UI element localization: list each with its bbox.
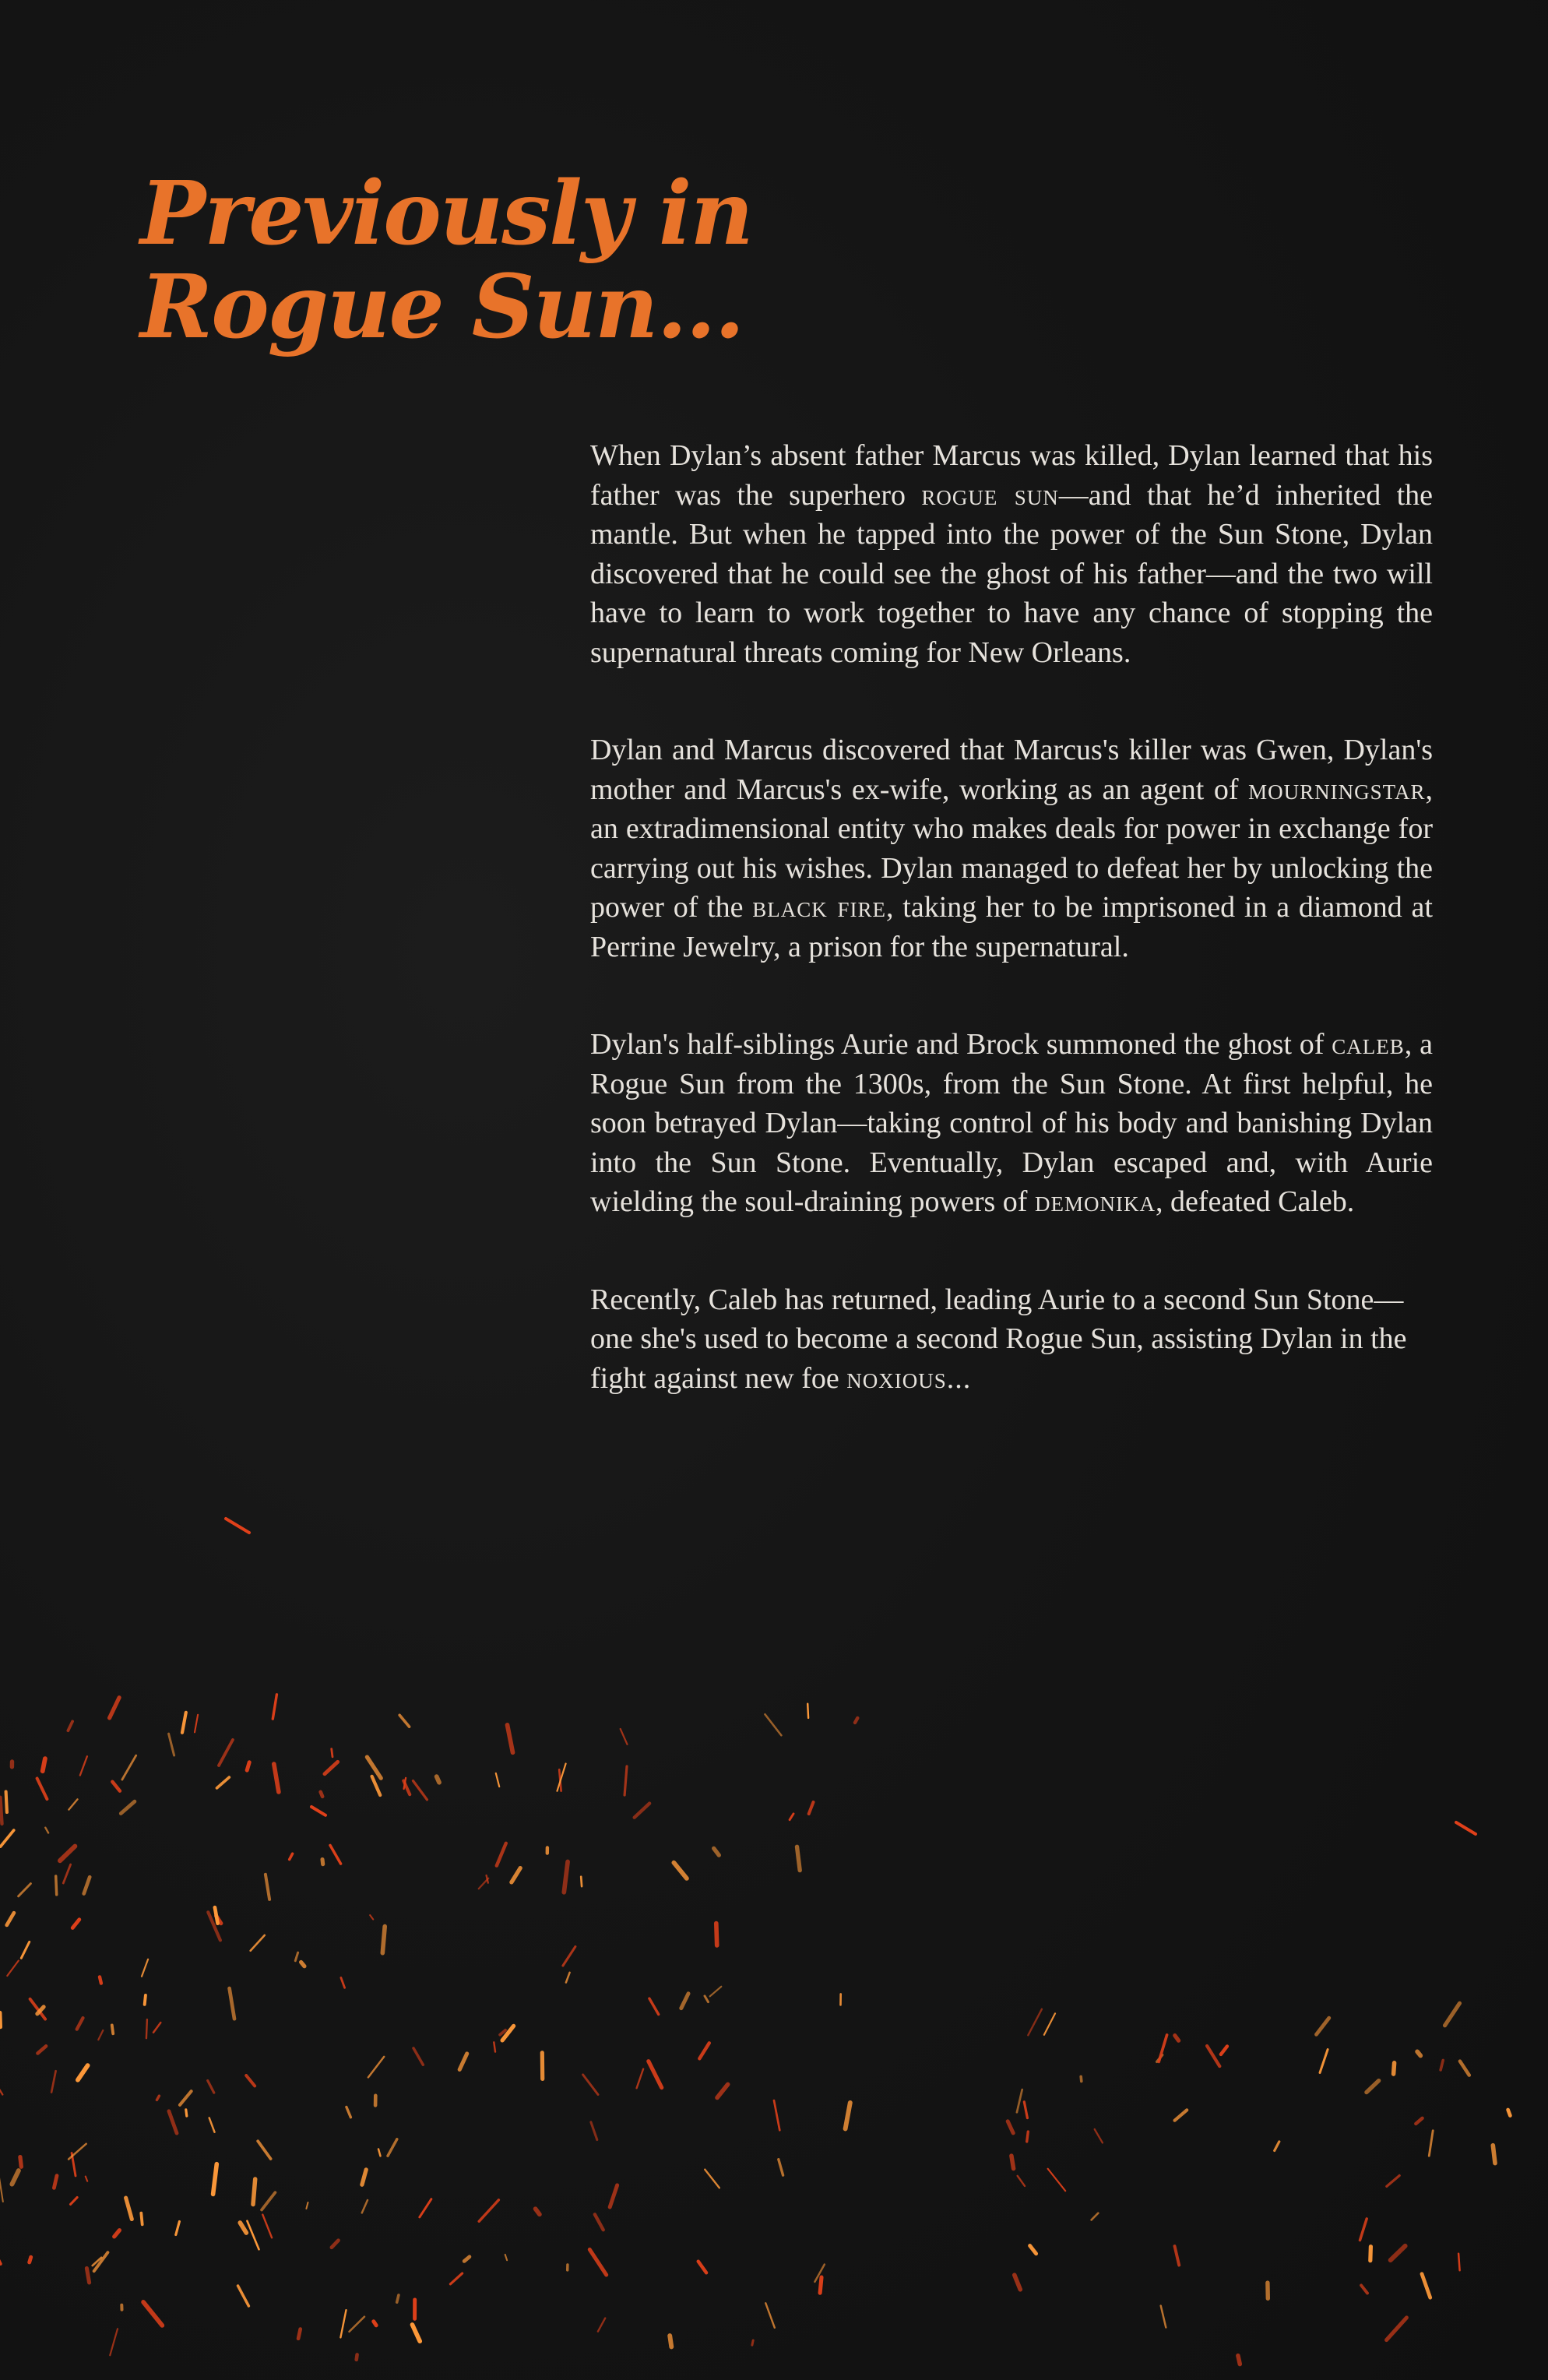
ember-spark [51,2071,56,2092]
ember-spark [494,2042,495,2051]
ember-spark [54,2176,57,2188]
ember-spark [1,1830,14,1847]
ember-spark [182,1713,186,1733]
ember-spark [1417,2051,1420,2055]
ember-spark [86,2269,89,2283]
ember-spark [583,2075,598,2095]
ember-spark [1367,2081,1379,2093]
ember-spark [1044,2013,1055,2034]
ember-spark [591,2122,597,2140]
ember-spark [378,2149,381,2156]
ember-spark [388,2139,397,2156]
ember-spark [1175,2246,1180,2265]
ember-spark [1028,2009,1042,2036]
ember-spark [1275,2142,1279,2151]
ember-spark [536,2209,540,2214]
ember-spark [169,2111,177,2133]
ember-spark [705,1996,709,2002]
recap-text [590,436,1433,1456]
ember-spark [301,1963,304,1966]
ember-spark [362,2200,368,2213]
name-caleb: caleb [1332,1028,1405,1061]
ember-spark [1161,2306,1166,2328]
name-demonika: demonika [1034,1185,1156,1218]
ember-spark [262,2215,272,2238]
ember-spark [295,1952,297,1961]
ember-spark [86,2177,87,2181]
ember-spark [246,2075,255,2086]
ember-spark [1030,2246,1036,2254]
ember-spark [566,1973,570,1983]
ember-spark [809,1802,814,1814]
ember-spark [649,1998,659,2014]
ember-spark [710,1987,722,1997]
ember-spark [714,1848,719,1855]
ember-spark [846,2103,850,2129]
ember-spark [752,2340,753,2345]
ember-spark [374,2322,376,2325]
ember-spark [266,1875,269,1899]
ember-spark [382,1927,385,1953]
ember-spark [340,2310,346,2337]
ember-spark [598,2318,605,2332]
ember-spark [705,2170,719,2188]
ember-spark [153,2023,160,2033]
ember-spark [290,1854,293,1859]
recap-paragraph-3: Dylan's half-siblings Aurie and Brock summoned the ghost of caleb, a Rogue Sun from the 1300s, from the Sun Stone. At first helpful, he soon betrayed Dylan—taking control of his body and banishing Dylan into the Sun Stone. Eventually, Dylan escaped and, with Aurie wielding the soul-draining powers of demonika, defeated Caleb. [590,1028,1433,1218]
ember-spark [1027,2132,1029,2142]
ember-spark [1360,2219,1367,2241]
ember-spark [112,1782,120,1791]
ember-spark [621,1729,628,1745]
ember-spark [247,2221,259,2250]
title-line-2: Rogue Sun... [140,256,744,358]
ember-spark [341,1978,345,1988]
ember-spark [0,2012,1,2027]
ember-spark [699,2043,709,2058]
ember-spark [1394,2063,1395,2074]
ember-spark [157,2096,159,2100]
ember-spark [56,1876,57,1895]
ember-spark [21,1942,29,1958]
ember-spark [1015,2275,1021,2290]
ember-spark [122,1755,136,1780]
ember-spark [717,2084,728,2097]
ember-spark [779,2160,783,2175]
ember-spark [368,2057,384,2078]
ember-spark [581,1877,582,1886]
ember-spark [251,1935,265,1951]
ember-spark [716,1924,717,1945]
name-mourningstar: mourningstar [1248,773,1426,806]
ember-spark [306,2202,308,2209]
ember-spark [100,1977,101,1983]
ember-spark [497,1843,506,1866]
ember-spark [274,1764,279,1792]
ember-spark [78,2065,88,2080]
ember-spark [1092,2213,1099,2220]
ember-spark [262,2192,275,2209]
ember-spark [71,2198,78,2205]
ember-spark [362,2170,366,2185]
ember-spark [146,2019,147,2038]
ember-spark [20,2157,21,2167]
ember-spark [1429,2131,1433,2156]
ember-spark [413,2325,420,2341]
ember-spark [437,1776,439,1783]
ember-spark [1416,2118,1422,2124]
ember-spark [258,2141,270,2159]
ember-spark [68,1721,72,1730]
ember-spark [508,1725,513,1752]
ember-spark [226,1519,249,1533]
ember-spark [195,1715,198,1733]
ember-spark [12,2171,19,2185]
ember-spark [420,2199,431,2217]
ember-spark [399,1715,409,1727]
ember-spark [698,2262,706,2273]
ember-spark [350,2317,365,2332]
ember-spark [347,2107,351,2118]
ember-spark [674,1863,687,1878]
ember-spark [1320,2050,1328,2073]
ember-spark [69,2144,86,2160]
ember-spark [143,2302,162,2325]
ember-spark [43,1759,45,1771]
ember-spark [774,2100,779,2130]
ember-spark [637,2069,644,2089]
ember-spark [325,1762,338,1774]
ember-spark [7,1913,14,1925]
ember-spark [1387,2318,1407,2340]
ember-spark [1011,2156,1014,2168]
ember-spark [459,2054,467,2070]
ember-spark [413,2048,423,2065]
ember-spark [1445,2003,1460,2026]
ember-spark [512,1868,520,1882]
ember-spark [176,2222,180,2235]
ember-spark [1159,2035,1166,2061]
ember-spark [1361,2285,1367,2293]
ember-spark [142,1959,148,1977]
ember-spark [367,1757,381,1778]
recap-paragraph-2: Dylan and Marcus discovered that Marcus's killer was Gwen, Dylan's mother and Marcus's ex-wife, working as an agent of mourningstar, an extradimensional entity who makes deals for power in exchange for carrying out his wishes. Dylan managed to defeat her by unlocking the power of the black fire, taking her to be imprisoned in a diamond at Perrine Jewelry, a prison for the supernatural. [590,734,1433,963]
ember-spark [479,2200,498,2222]
ember-spark [332,2241,339,2248]
ember-spark [77,2018,83,2030]
ember-spark [112,2025,113,2033]
ember-spark [6,1792,7,1813]
ember-spark [635,1804,649,1818]
ember-spark [63,1864,70,1883]
ember-spark [1048,2169,1066,2192]
ember-spark [273,1695,276,1719]
ember-spark [1317,2018,1329,2034]
ember-spark [72,1920,79,1928]
ember-spark [1493,2146,1495,2163]
ember-spark [69,1799,77,1809]
ember-spark [1017,2090,1022,2112]
ember-spark [765,1714,781,1735]
page-title [140,163,752,358]
ember-spark [370,1915,373,1919]
ember-spark [372,1776,381,1795]
ember-spark [217,1777,230,1788]
ember-spark [322,1860,323,1864]
ember-spark [681,1994,688,2009]
ember-spark [186,2110,187,2116]
ember-spark [180,2091,192,2105]
ember-spark [797,1847,800,1870]
ember-spark [0,1797,2,1824]
ember-spark [1422,2274,1430,2297]
ember-spark [1387,2176,1399,2187]
ember-spark [1458,2254,1460,2270]
recap-paragraph-4: Recently, Caleb has returned, leading Aurie to a second Sun Stone—one she's used to become a second Rogue Sun, assisting Dylan in the fight against new foe noxious... [590,1283,1407,1395]
ember-spark [496,1773,499,1787]
ember-spark [238,2286,249,2306]
ember-spark [500,2030,505,2035]
ember-spark [595,2214,603,2230]
ember-spark [765,2303,775,2328]
ember-spark [1175,2110,1187,2120]
ember-spark [1460,2061,1469,2075]
ember-spark [624,1766,627,1795]
ember-spark [610,2185,617,2207]
ember-spark [589,2250,606,2276]
ember-spark [110,1698,120,1718]
ember-spark [1441,2060,1443,2070]
ember-spark [807,1704,808,1718]
ember-spark [0,2236,1,2264]
ember-spark [110,2329,118,2355]
ember-spark [1370,2247,1371,2261]
ember-spark [1238,2356,1240,2364]
ember-group [0,1519,1510,2364]
ember-spark [1221,2047,1227,2054]
ember-spark [321,1792,322,1797]
ember-spark [1024,2102,1027,2118]
ember-spark [397,2295,399,2302]
ember-spark [98,2030,103,2040]
ember-spark [1018,2176,1025,2186]
ember-spark [45,1828,48,1833]
ember-spark [60,1847,75,1861]
ember-spark [80,1756,87,1775]
ember-spark [215,1907,218,1924]
ember-spark [37,2046,46,2053]
ember-spark [413,1781,427,1800]
ember-spark [820,2277,821,2293]
ember-spark [253,2179,255,2205]
ember-spark [114,2230,120,2237]
ember-spark [1008,2121,1013,2133]
ember-spark [298,2329,301,2339]
ember-spark [7,1961,18,1977]
ember-spark [855,1718,857,1723]
ember-spark [1081,2076,1082,2081]
ember-spark [487,1875,488,1883]
name-noxious: noxious... [846,1361,972,1395]
recap-paragraph-1: When Dylan’s absent father Marcus was killed, Dylan learned that his father was the superhero rogue sun—and that he’d inherited the mantle. But when he tapped into the power of the Sun Stone, Dylan discovered that he could see the ghost of his father—and the two will have to learn to work together to have any chance of stopping the supernatural threats coming for New Orleans. [590,439,1433,669]
ember-spark [1391,2246,1406,2260]
ember-spark [1207,2046,1219,2066]
ember-spark [219,1740,233,1766]
ember-spark [208,2081,214,2093]
ember-spark [649,2061,662,2088]
ember-spark [141,2213,142,2225]
ember-spark [450,2273,462,2284]
ember-spark [0,2174,3,2202]
ember-spark [1175,2036,1179,2041]
ember-spark [464,2257,470,2262]
ember-spark [84,1877,90,1893]
ember-spark [30,2257,31,2262]
ember-spark [564,1862,568,1892]
ember-spark [1508,2110,1511,2116]
ember-spark [311,1807,325,1815]
ember-spark [330,1845,341,1864]
ember-spark [126,2198,132,2219]
ember-spark [169,1734,174,1755]
ember-spark [230,1988,234,2019]
ember-spark [1456,1822,1476,1834]
ember-spark [247,1762,249,1770]
ember-spark [563,1947,575,1966]
ember-spark [240,2223,246,2233]
ember-spark [145,1995,146,2005]
ember-spark [1095,2129,1103,2142]
name-rogue-sun: rogue sun [921,478,1059,512]
ember-spark [213,2164,217,2195]
ember-spark [37,1779,47,1800]
ember-spark [505,2255,507,2260]
name-black-fire: black fire [752,891,887,924]
ember-spark [670,2336,671,2347]
ember-spark [0,2072,2,2095]
title-line-1: Previously in [140,163,752,265]
ember-spark [19,1884,31,1896]
ember-spark [209,2118,215,2132]
ember-spark [121,1801,135,1813]
ember-spark [790,1814,793,1820]
